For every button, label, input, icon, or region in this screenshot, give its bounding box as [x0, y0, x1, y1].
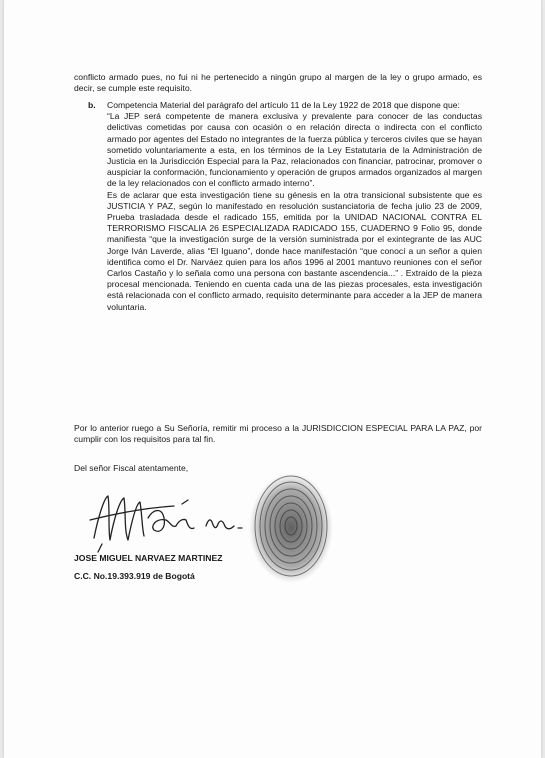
item-b-quote: “La JEP será competente de manera exclusiva y prevalente para conocer de las conductas delictivas cometidas por causa con ocasión o en relación directa o indirecta con el conflicto armado por agentes del Estado no integrantes de la fuerza pública y terceros civiles que se hayan sometido voluntariamente a esta, en los términos de la Ley Estatutaria de la Administración de Justicia en la Jurisdicción Especial para la Paz, relacionados con financiar, patrocinar, promover o auspiciar la conformación, funcionamiento y operación de grupos armados organizados al margen de la ley relacionados con el conflicto armado interno”.	[107, 111, 482, 189]
intro-paragraph: conflicto armado pues, no fui ni he pertenecido a ningún grupo al margen de la ley o grupo armado, es decir, se cumple este requisito.	[74, 72, 482, 94]
document-page	[4, 0, 541, 758]
signatory-id: C.C. No.19.393.919 de Bogotá	[74, 571, 195, 581]
greeting-line: Del señor Fiscal atentamente,	[74, 463, 189, 473]
item-b-heading: Competencia Material del parágrafo del artículo 11 de la Ley 1922 de 2018 que dispone que:	[107, 100, 460, 110]
item-b-section	[88, 100, 482, 313]
item-b-body	[107, 100, 482, 313]
item-b-clarification: Es de aclarar que esta investigación tiene su génesis en la otra transicional subsistente que es JUSTICIA Y PAZ, según lo manifestado en resolución sustanciatoria de fecha julio 23 de 2009, Prueba trasladada desde el radicado 155, emitida por la UNIDAD NACIONAL CONTRA EL TERRORISMO FISCALIA 26 ESPECIALIZADA RADICADO 155, CUADERNO 9 Folio 95, donde manifiesta “que la investigación surge de la versión suministrada por el exintegrante de las AUC Jorge Iván Laverde, alias “El Iguano”, donde hace manifestación “que conocí a un señor a quien identifica como el Dr. Narváez quien para los años 1996 al 2001 mantuvo reuniones con el señor Carlos Castaño y lo señala como una persona con bastante ascendencia...” . Extraido de la pieza procesal mencionada. Teniendo en cuenta cada una de las piezas procesales, esta investigación está relacionada con el conflicto armado, requisito determinante para acceder a la JEP de manera voluntaria.	[107, 189, 482, 312]
closing-paragraph: Por lo anterior ruego a Su Señoría, remitir mi proceso a la JURISDICCION ESPECIAL PARA LA PAZ, por cumplir con los requisitos para tal fin.	[74, 423, 482, 445]
signatory-name: JOSE MIGUEL NARVAEZ MARTINEZ	[74, 553, 223, 563]
fingerprint-stamp	[244, 468, 339, 588]
handwritten-signature	[74, 478, 264, 558]
item-b-label: b.	[88, 100, 96, 110]
